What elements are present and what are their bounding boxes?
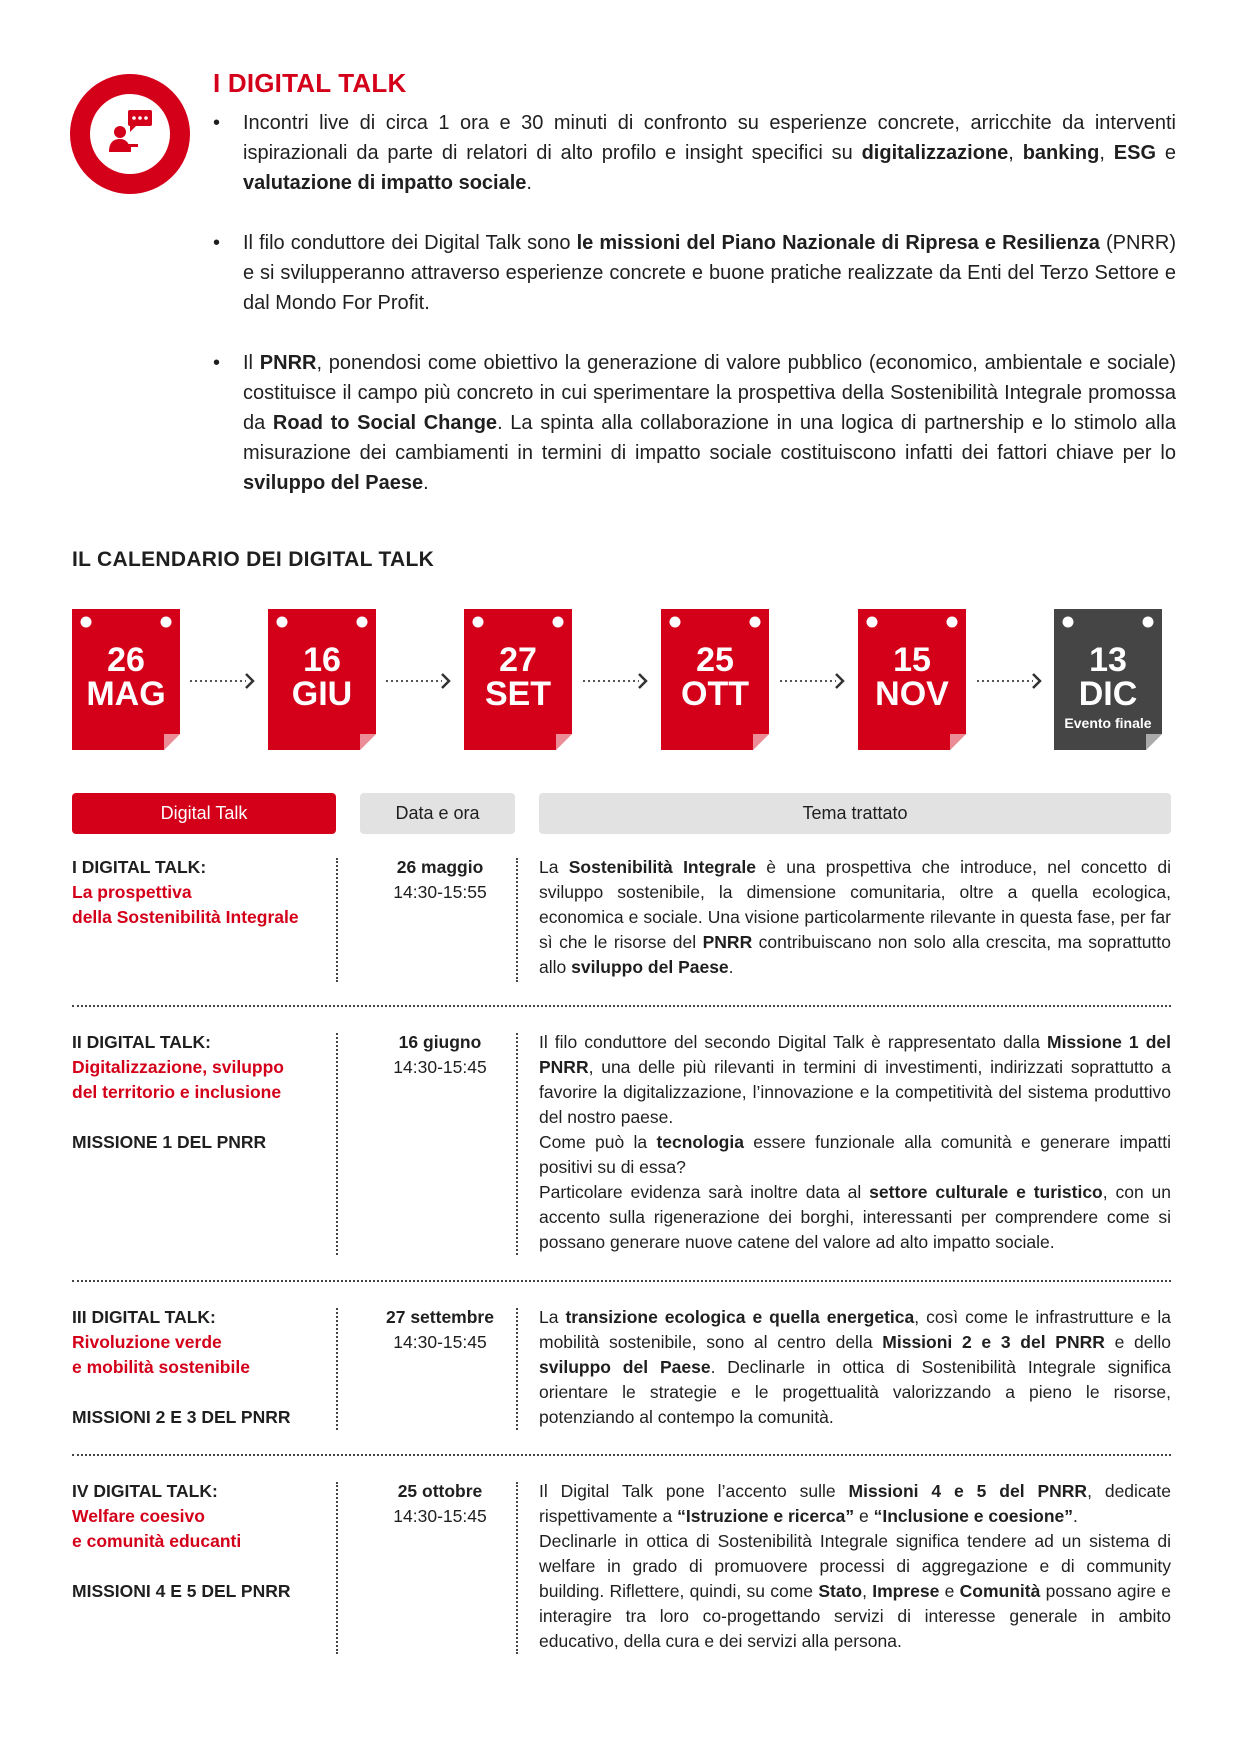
text-run: , così come le infrastrutture e la mobilità sostenibile, sono al centro della	[539, 1307, 1171, 1352]
talk-date: 25 ottobre	[397, 1481, 483, 1501]
row-talk-cell	[72, 1305, 322, 1430]
speaker-chat-icon	[90, 94, 170, 174]
talk-topic	[539, 1030, 1171, 1255]
bold-run: PNRR	[259, 352, 317, 374]
bullet-dot: •	[213, 112, 221, 134]
talk-subtitle-line: Rivoluzione verde	[72, 1332, 222, 1352]
talk-subtitle-line: Welfare coesivo	[72, 1506, 205, 1526]
text-run: ,	[862, 1581, 873, 1601]
bold-run: digitalizzazione	[861, 142, 1009, 164]
calendar-note: Evento finale	[1064, 715, 1152, 731]
intro-bullet-list	[213, 108, 1176, 528]
bold-run: ESG	[1113, 142, 1157, 164]
calendar-day: 26	[107, 641, 145, 679]
calendar-date-card	[1054, 609, 1162, 750]
bold-run: le missioni del Piano Nazionale di Ripresa e Resilienza	[576, 232, 1100, 254]
column-divider	[336, 1033, 338, 1255]
text-run: ,	[1099, 142, 1114, 164]
column-divider	[336, 1482, 338, 1654]
bold-run: sviluppo del Paese	[243, 472, 424, 494]
header-date-time: Data e ora	[360, 793, 515, 834]
text-run: .	[423, 472, 429, 494]
talk-subtitle-line: e comunità educanti	[72, 1531, 242, 1551]
timeline-arrow-icon	[386, 670, 452, 692]
header-topic: Tema trattato	[539, 793, 1171, 834]
text-run: . Declinarle in ottica di Sostenibilità Integrale significa orientare le strategie e le progettualità valorizzando a pieno le risorse, potenziando al contempo la comunità.	[539, 1357, 1172, 1427]
bold-run: sviluppo del Paese	[571, 957, 729, 977]
text-run: La	[539, 857, 569, 877]
row-date-cell	[360, 1305, 520, 1355]
bullet-dot: •	[213, 352, 221, 374]
text-run: possano agire e interagire tra loro co-progettando servizi di interesse generale in ambito educativo, della cura e dei servizi alla persona.	[539, 1581, 1171, 1651]
talk-title: II DIGITAL TALK:	[72, 1032, 212, 1052]
calendar-day: 15	[893, 641, 931, 679]
text-run: La	[539, 1307, 566, 1327]
text-run: e	[854, 1506, 874, 1526]
bold-run: “Inclusione e coesione”	[873, 1506, 1073, 1526]
text-run: Il	[243, 352, 260, 374]
talk-time: 14:30-15:55	[393, 882, 487, 902]
bullet-dot: •	[213, 232, 221, 254]
timeline-arrow-icon	[780, 670, 846, 692]
calendar-day: 25	[696, 641, 734, 679]
bold-run: Missioni 4 e 5 del PNRR	[848, 1481, 1088, 1501]
talk-mission: MISSIONE 1 DEL PNRR	[72, 1132, 267, 1152]
talk-topic	[539, 855, 1171, 980]
timeline-arrow-icon	[190, 670, 256, 692]
talk-topic	[539, 1479, 1171, 1654]
calendar-date-card	[858, 609, 966, 750]
bold-run: “Istruzione e ricerca”	[677, 1506, 855, 1526]
talk-time: 14:30-15:45	[393, 1332, 487, 1352]
column-divider	[516, 1308, 518, 1430]
talk-subtitle-line: e mobilità sostenibile	[72, 1357, 250, 1377]
calendar-day: 16	[303, 641, 341, 679]
calendar-month: GIU	[291, 675, 353, 713]
bold-run: Sostenibilità Integrale	[568, 857, 757, 877]
bold-run: Stato	[818, 1581, 863, 1601]
bold-run: Comunità	[959, 1581, 1041, 1601]
text-run: Il filo conduttore dei Digital Talk sono	[243, 232, 577, 254]
talk-topic	[539, 1305, 1171, 1430]
row-date-cell	[360, 1479, 520, 1529]
row-date-cell	[360, 1030, 520, 1080]
talk-mission: MISSIONI 4 E 5 DEL PNRR	[72, 1581, 291, 1601]
text-run: , dedicate rispettivamente a	[539, 1481, 1171, 1526]
calendar-title: IL CALENDARIO DEI DIGITAL TALK	[72, 548, 435, 571]
text-run: Declinarle in ottica di Sostenibilità Integrale significa tendere ad un sistema di welfare in grado di promuovere processi di aggregazione e di community building. Riflettere, quindi, su come	[539, 1531, 1171, 1601]
talk-date: 16 giugno	[398, 1032, 482, 1052]
bold-run: valutazione di impatto sociale	[243, 172, 527, 194]
calendar-day: 27	[499, 641, 537, 679]
calendar-month: MAG	[86, 675, 166, 713]
column-divider	[516, 1482, 518, 1654]
intro-bullet-text	[243, 348, 1176, 498]
text-run: Come può la	[539, 1132, 657, 1152]
intro-title: I DIGITAL TALK	[213, 68, 407, 98]
column-divider	[516, 858, 518, 982]
bold-run: banking	[1022, 142, 1100, 164]
text-run: .	[728, 957, 734, 977]
row-talk-cell	[72, 1479, 322, 1604]
intro-bullet	[213, 348, 1176, 498]
bold-run: Imprese	[872, 1581, 940, 1601]
bold-run: Road to Social Change	[272, 412, 498, 434]
text-run: e	[1156, 142, 1176, 164]
text-run: , con un accento sulla rigenerazione dei borghi, interessanti per comprendere come si possano generare nuove catene del valore ad alto impatto sociale.	[539, 1182, 1171, 1252]
talk-date: 27 settembre	[386, 1307, 494, 1327]
text-run: ,	[1008, 142, 1023, 164]
text-run: (PNRR) e si svilupperanno attraverso esperienze concrete e buone pratiche realizzate da Enti del Terzo Settore e dal Mondo For Profit.	[243, 232, 1176, 314]
text-run: .	[526, 172, 532, 194]
calendar-month: OTT	[681, 675, 749, 713]
calendar-date-card	[464, 609, 572, 750]
talk-title: I DIGITAL TALK:	[72, 857, 207, 877]
text-run: . La spinta alla collaborazione in una logica di partnership e lo stimolo alla misurazione dei cambiamenti in termini di impatto sociale costituiscono infatti dei fattori chiave per lo	[243, 412, 1176, 464]
calendar-date-card	[72, 609, 180, 750]
intro-bullet-text	[243, 228, 1176, 318]
timeline-arrow-icon	[583, 670, 649, 692]
calendar-day: 13	[1089, 641, 1127, 679]
row-divider	[72, 1454, 1171, 1456]
calendar-month: DIC	[1078, 675, 1138, 713]
talk-title: IV DIGITAL TALK:	[72, 1481, 218, 1501]
bold-run: Missione 1 del PNRR	[539, 1032, 1172, 1077]
intro-bullet	[213, 228, 1176, 318]
calendar-month: NOV	[875, 675, 949, 713]
intro-bullet	[213, 108, 1176, 198]
talk-time: 14:30-15:45	[393, 1057, 487, 1077]
talk-subtitle-line: del territorio e inclusione	[72, 1082, 282, 1102]
column-divider	[516, 1033, 518, 1255]
row-divider	[72, 1280, 1171, 1282]
bold-run: sviluppo del Paese	[539, 1357, 711, 1377]
bold-run: Missioni 2 e 3 del PNRR	[882, 1332, 1105, 1352]
text-run: Incontri live di circa 1 ora e 30 minuti di confronto su esperienze concrete, arricchite da interventi ispirazionali da parte di relatori di alto profilo e insight specifici su	[243, 112, 1176, 164]
header-digital-talk: Digital Talk	[72, 793, 336, 834]
text-run: Particolare evidenza sarà inoltre data al	[539, 1182, 870, 1202]
talk-subtitle-line: Digitalizzazione, sviluppo	[72, 1057, 284, 1077]
text-run: Il Digital Talk pone l’accento sulle	[539, 1481, 849, 1501]
text-run: essere funzionale alla comunità e generare impatti positivi su di essa?	[539, 1132, 1172, 1177]
talk-mission: MISSIONI 2 E 3 DEL PNRR	[72, 1407, 291, 1427]
text-run: contribuiscano non solo alla crescita, ma soprattutto allo	[539, 932, 1171, 977]
text-run: Il filo conduttore del secondo Digital Talk è rappresentato dalla	[539, 1032, 1047, 1052]
row-talk-cell	[72, 855, 322, 930]
talk-date: 26 maggio	[396, 857, 484, 877]
text-run: , una delle più rilevanti in termini di investimenti, indirizzati soprattutto a favorire la digitalizzazione, l’innovazione e la competitività del sistema produttivo del nostro paese.	[539, 1057, 1171, 1127]
column-divider	[336, 1308, 338, 1430]
text-run: .	[1073, 1506, 1078, 1526]
row-divider	[72, 1005, 1171, 1007]
bold-run: PNRR	[702, 932, 753, 952]
column-divider	[336, 858, 338, 982]
talk-subtitle-line: La prospettiva	[72, 882, 192, 902]
talk-time: 14:30-15:45	[393, 1506, 487, 1526]
talk-title: III DIGITAL TALK:	[72, 1307, 216, 1327]
row-talk-cell	[72, 1030, 322, 1155]
timeline-arrow-icon	[977, 670, 1043, 692]
digital-talk-logo	[70, 74, 190, 194]
text-run: è una prospettiva che introduce, nel concetto di sviluppo sostenibile, la dimensione comunitaria, oltre a quella ecologica, economica e sociale. Una visione particolarmente rilevante in questa fase, per far sì che le risorse del	[539, 857, 1171, 952]
text-run: e	[939, 1581, 960, 1601]
talk-subtitle-line: della Sostenibilità Integrale	[72, 907, 299, 927]
row-date-cell	[360, 855, 520, 905]
calendar-date-card	[268, 609, 376, 750]
bold-run: transizione ecologica e quella energetica	[565, 1307, 915, 1327]
text-run: e dello	[1104, 1332, 1171, 1352]
intro-bullet-text	[243, 108, 1176, 198]
bold-run: settore culturale e turistico	[869, 1182, 1103, 1202]
calendar-month: SET	[484, 675, 552, 713]
bold-run: tecnologia	[656, 1132, 744, 1152]
calendar-date-card	[661, 609, 769, 750]
text-run: , ponendosi come obiettivo la generazione di valore pubblico (economico, ambientale e sociale) costituisce il campo più concreto in cui sperimentare la prospettiva della Sostenibilità Integrale promossa da	[243, 352, 1177, 434]
